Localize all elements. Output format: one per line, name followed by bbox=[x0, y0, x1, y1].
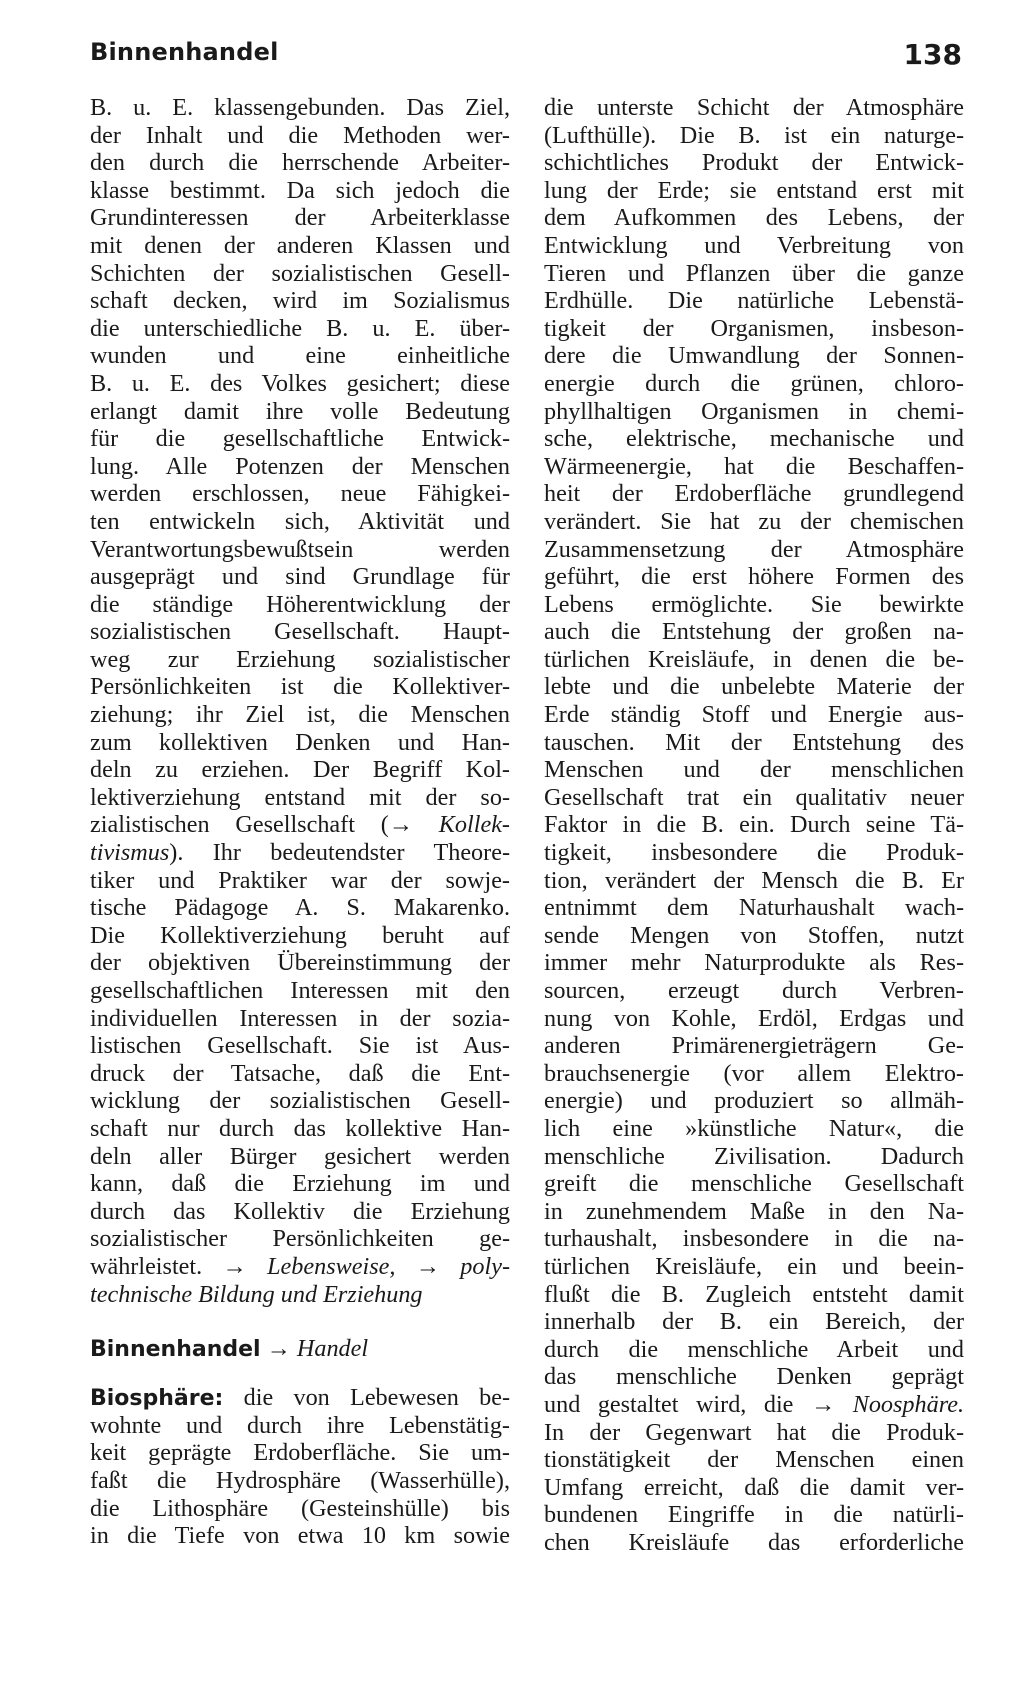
text-line: dere die Umwandlung der Sonnen- bbox=[544, 342, 964, 370]
text-line: Die Kollektiverziehung beruht auf bbox=[90, 921, 510, 949]
text-line: Faktor in die B. ein. Durch seine Tä- bbox=[544, 811, 964, 839]
polytechnische-bildung-link-part1[interactable]: poly- bbox=[460, 1252, 510, 1280]
left-column bbox=[90, 94, 510, 1550]
text-line: das menschliche Denken geprägt bbox=[544, 1363, 964, 1391]
text-line: Wärmeenergie, hat die Beschaffen- bbox=[544, 452, 964, 480]
text-line: Verantwortungsbewußtsein werden bbox=[90, 535, 510, 563]
text-line: sourcen, erzeugt durch Verbren- bbox=[544, 977, 964, 1004]
text-line: Persönlichkeiten ist die Kollektiver- bbox=[90, 673, 510, 701]
text-line: die unterste Schicht der Atmosphäre bbox=[544, 94, 964, 121]
text-line: mit denen der anderen Klassen und bbox=[90, 231, 510, 259]
text-line: sozialistischer Persönlichkeiten ge- bbox=[90, 1225, 510, 1253]
text-line: energie durch die grünen, chloro- bbox=[544, 369, 964, 397]
text-line: immer mehr Naturprodukte als Res- bbox=[544, 949, 964, 977]
text-line: die Lithosphäre (Gesteinshülle) bis bbox=[90, 1494, 510, 1522]
text-line: energie) und produziert so allmäh- bbox=[544, 1087, 964, 1115]
text-line: menschliche Zivilisation. Dadurch bbox=[544, 1142, 964, 1170]
text-line: phyllhaltigen Organismen in chemi- bbox=[544, 397, 964, 425]
right-lines-part2 bbox=[544, 1419, 964, 1557]
text-line: tion, verändert der Mensch die B. Er bbox=[544, 866, 964, 894]
text-line bbox=[90, 1253, 510, 1281]
text-line bbox=[90, 811, 510, 839]
page-number: 138 bbox=[903, 38, 962, 71]
text-line: tische Pädagoge A. S. Makarenko. bbox=[90, 894, 510, 922]
text-line: anderen Primärenergieträgern Ge- bbox=[544, 1032, 964, 1060]
text-line: keit geprägte Erdoberfläche. Sie um- bbox=[90, 1439, 510, 1467]
text-line: B. u. E. klassengebunden. Das Ziel, bbox=[90, 94, 510, 121]
text-line: Schichten der sozialistischen Gesell- bbox=[90, 259, 510, 287]
text-line bbox=[544, 1391, 964, 1419]
text-line: der Inhalt und die Methoden wer- bbox=[90, 121, 510, 149]
arrow-glyph: → bbox=[395, 1252, 461, 1280]
text-line: die ständige Höherentwicklung der bbox=[90, 590, 510, 618]
text-line: Entwicklung und Verbreitung von bbox=[544, 231, 964, 259]
text-line: flußt die B. Zugleich entsteht damit bbox=[544, 1280, 964, 1308]
text-line: ziehung; ihr Ziel ist, die Menschen bbox=[90, 701, 510, 729]
text-line: türlichen Kreisläufe, ein und beein- bbox=[544, 1252, 964, 1280]
text-line: schaft nur durch das kollektive Han- bbox=[90, 1114, 510, 1142]
text-line: erlangt damit ihre volle Bedeutung bbox=[90, 397, 510, 425]
text-line: ten entwickeln sich, Aktivität und bbox=[90, 507, 510, 535]
text-line: Menschen und der menschlichen bbox=[544, 756, 964, 784]
text-line: schaft decken, wird im Sozialismus bbox=[90, 287, 510, 315]
text-line: tigkeit, insbesondere die Produk- bbox=[544, 839, 964, 867]
text-line: deln aller Bürger gesichert werden bbox=[90, 1142, 510, 1170]
text-line: wohnte und durch ihre Lebenstätig- bbox=[90, 1411, 510, 1439]
kollektivismus-link-part2[interactable]: tivismus bbox=[90, 839, 170, 867]
text-line: kann, daß die Erziehung im und bbox=[90, 1170, 510, 1198]
text-line: klasse bestimmt. Da sich jedoch die bbox=[90, 176, 510, 204]
text-line: tiker und Praktiker war der sowje- bbox=[90, 866, 510, 894]
text-line: ausgeprägt und sind Grundlage für bbox=[90, 563, 510, 591]
text-line: der objektiven Übereinstimmung der bbox=[90, 949, 510, 977]
text-line: lung der Erde; sie entstand erst mit bbox=[544, 176, 964, 204]
lebensweise-link[interactable]: Lebensweise, bbox=[267, 1252, 396, 1280]
text-line: zum kollektiven Denken und Han- bbox=[90, 728, 510, 756]
text-line: tigkeit der Organismen, insbeson- bbox=[544, 314, 964, 342]
text-line: durch das Kollektiv die Erziehung bbox=[90, 1197, 510, 1225]
text-line: listischen Gesellschaft. Sie ist Aus- bbox=[90, 1032, 510, 1060]
text-line: heit der Erdoberfläche grundlegend bbox=[544, 480, 964, 508]
text-line: weg zur Erziehung sozialistischer bbox=[90, 645, 510, 673]
text-line: bundenen Eingriffe in die natürli- bbox=[544, 1501, 964, 1529]
entry-binnenhandel bbox=[90, 1334, 510, 1364]
text-line: sende Mengen von Stoffen, nutzt bbox=[544, 921, 964, 949]
text-fragment: ). Ihr bedeutendster Theore- bbox=[169, 839, 510, 867]
text-line: nung von Kohle, Erdöl, Erdgas und bbox=[544, 1004, 964, 1032]
kollektiverziehung-ref-text: zialistischen Gesellschaft (→ bbox=[90, 811, 439, 839]
text-line: wicklung der sozialistischen Gesell- bbox=[90, 1087, 510, 1115]
text-line: deln zu erziehen. Der Begriff Kol- bbox=[90, 756, 510, 784]
running-head: Binnenhandel bbox=[90, 38, 279, 66]
text-line: Tieren und Pflanzen über die ganze bbox=[544, 259, 964, 287]
text-fragment: und gestaltet wird, die → bbox=[544, 1390, 853, 1418]
text-line: Zusammensetzung der Atmosphäre bbox=[544, 535, 964, 563]
entry-spacer bbox=[90, 1364, 510, 1384]
text-line: den durch die herrschende Arbeiter- bbox=[90, 149, 510, 177]
text-line: lebte und die unbelebte Materie der bbox=[544, 673, 964, 701]
text-line: gesellschaftlichen Interessen mit den bbox=[90, 977, 510, 1004]
text-line: greift die menschliche Gesellschaft bbox=[544, 1170, 964, 1198]
text-line: werden erschlossen, neue Fähigkei- bbox=[90, 480, 510, 508]
biosphaere-lines bbox=[90, 1412, 510, 1550]
text-line: In der Gegenwart hat die Produk- bbox=[544, 1418, 964, 1446]
lemma-biosphaere: Biosphäre: bbox=[90, 1386, 224, 1412]
text-line: individuellen Interessen in der sozia- bbox=[90, 1004, 510, 1032]
arrow-glyph: → bbox=[260, 1335, 297, 1363]
text-line: lung. Alle Potenzen der Menschen bbox=[90, 452, 510, 480]
text-line: innerhalb der B. ein Bereich, der bbox=[544, 1308, 964, 1336]
text-line: entnimmt dem Naturhaushalt wach- bbox=[544, 894, 964, 922]
text-fragment: die von Lebewesen be- bbox=[223, 1384, 510, 1412]
handel-link[interactable]: Handel bbox=[296, 1335, 369, 1363]
text-line: wunden und eine einheitliche bbox=[90, 342, 510, 370]
text-line: brauchsenergie (vor allem Elektro- bbox=[544, 1059, 964, 1087]
lemma-binnenhandel: Binnenhandel bbox=[90, 1337, 261, 1363]
text-line: durch die menschliche Arbeit und bbox=[544, 1335, 964, 1363]
entry-biosphaere-first-line bbox=[90, 1384, 510, 1412]
text-line: dem Aufkommen des Lebens, der bbox=[544, 204, 964, 232]
text-line: Lebens ermöglichte. Sie bewirkte bbox=[544, 590, 964, 618]
right-column bbox=[544, 94, 964, 1556]
text-line: faßt die Hydrosphäre (Wasserhülle), bbox=[90, 1466, 510, 1494]
text-line bbox=[90, 839, 510, 867]
text-line: türlichen Kreisläufe, in denen die be- bbox=[544, 645, 964, 673]
text-line: Gesellschaft trat ein qualitativ neuer bbox=[544, 783, 964, 811]
left-lines-part1 bbox=[90, 94, 510, 811]
polytechnische-bildung-link-part2[interactable]: technische Bildung und Erziehung bbox=[90, 1280, 423, 1308]
text-line: auch die Entstehung der großen na- bbox=[544, 618, 964, 646]
kollektivismus-link-part1[interactable]: Kollek- bbox=[438, 811, 510, 839]
text-line: chen Kreisläufe das erforderliche bbox=[544, 1528, 964, 1556]
text-line: (Lufthülle). Die B. ist ein naturge- bbox=[544, 121, 964, 149]
text-line: Umfang erreicht, daß die damit ver- bbox=[544, 1473, 964, 1501]
text-line: sozialistischen Gesellschaft. Haupt- bbox=[90, 618, 510, 646]
text-line: turhaushalt, insbesondere in die na- bbox=[544, 1225, 964, 1253]
text-line: für die gesellschaftliche Entwick- bbox=[90, 425, 510, 453]
left-lines-part2 bbox=[90, 867, 510, 1253]
text-line: in zunehmendem Maße in den Na- bbox=[544, 1197, 964, 1225]
text-line: lektiverziehung entstand mit der so- bbox=[90, 783, 510, 811]
text-line: tauschen. Mit der Entstehung des bbox=[544, 728, 964, 756]
text-line: geführt, die erst höhere Formen des bbox=[544, 563, 964, 591]
text-line: die unterschiedliche B. u. E. über- bbox=[90, 314, 510, 342]
right-lines-part1 bbox=[544, 94, 964, 1391]
text-line: Grundinteressen der Arbeiterklasse bbox=[90, 204, 510, 232]
text-line: lich eine »künstliche Natur«, die bbox=[544, 1114, 964, 1142]
text-line: druck der Tatsache, daß die Ent- bbox=[90, 1059, 510, 1087]
text-fragment: währleistet. → bbox=[90, 1252, 268, 1280]
text-line: Erde ständig Stoff und Energie aus- bbox=[544, 701, 964, 729]
text-line: Erdhülle. Die natürliche Lebenstä- bbox=[544, 287, 964, 315]
text-line: B. u. E. des Volkes gesichert; diese bbox=[90, 369, 510, 397]
text-line: verändert. Sie hat zu der chemischen bbox=[544, 507, 964, 535]
entry-spacer bbox=[90, 1308, 510, 1334]
text-line: in die Tiefe von etwa 10 km sowie bbox=[90, 1522, 510, 1550]
text-line: schichtliches Produkt der Entwick- bbox=[544, 149, 964, 177]
text-line: sche, elektrische, mechanische und bbox=[544, 425, 964, 453]
text-line: tionstätigkeit der Menschen einen bbox=[544, 1446, 964, 1474]
noosphaere-link[interactable]: Noosphäre. bbox=[852, 1390, 964, 1418]
